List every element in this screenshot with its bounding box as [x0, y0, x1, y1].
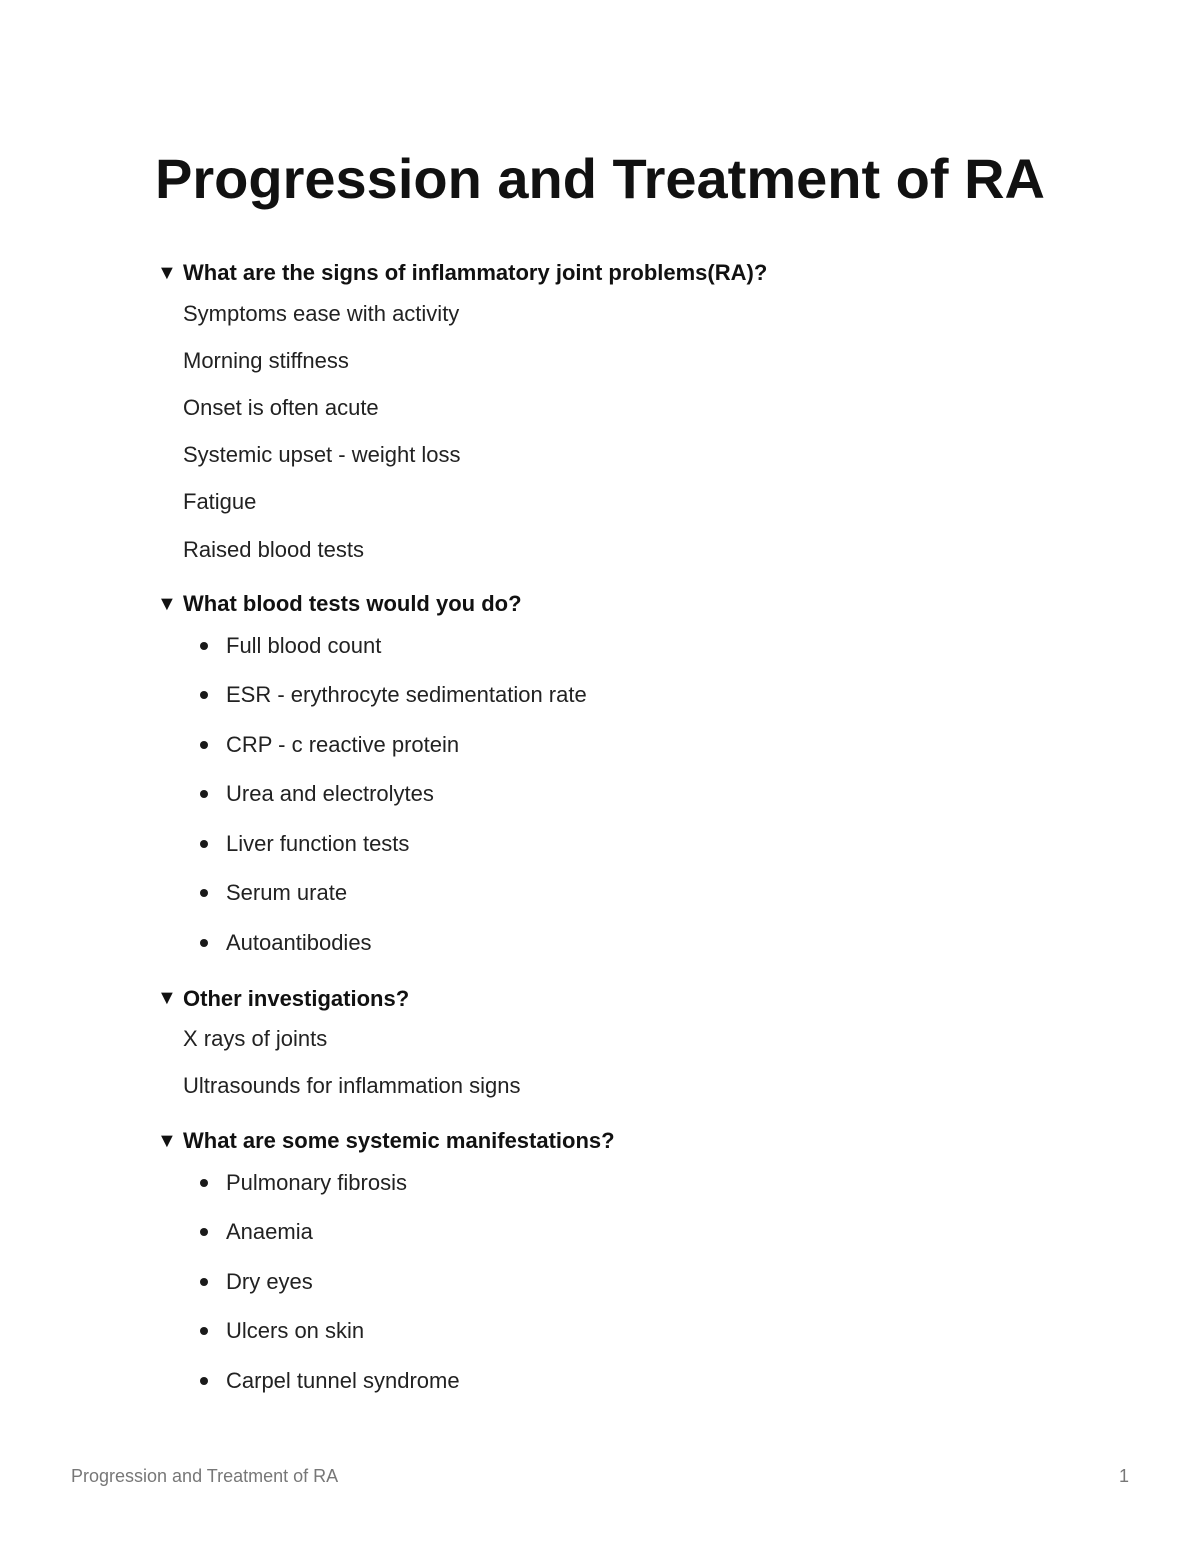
bullet-item [157, 869, 1137, 919]
bullet-text: Carpel tunnel syndrome [226, 1367, 460, 1393]
list-item: X rays of joints [183, 1026, 328, 1052]
triangle-down-icon[interactable]: ▼ [157, 261, 177, 284]
bullet-icon [200, 840, 208, 848]
list-item: Symptoms ease with activity [183, 300, 460, 326]
bullet-item [157, 720, 1137, 770]
bullet-item [157, 1208, 1137, 1258]
bullet-item [157, 1307, 1137, 1357]
toggle-section-blood-tests [157, 587, 1137, 968]
toggle-question: What are some systemic manifestations? [183, 1128, 615, 1153]
bullet-item [157, 770, 1137, 820]
bullet-item [157, 621, 1137, 671]
triangle-down-icon[interactable]: ▼ [157, 592, 177, 615]
page-title: Progression and Treatment of RA [155, 147, 1045, 210]
triangle-down-icon[interactable]: ▼ [157, 1129, 177, 1152]
triangle-down-icon[interactable]: ▼ [157, 987, 177, 1010]
bullet-text: Liver function tests [226, 830, 410, 856]
bullet-item [157, 1158, 1137, 1208]
toggle-question: What blood tests would you do? [183, 591, 522, 617]
bullet-icon [200, 1179, 208, 1187]
toggle-section-signs [157, 256, 1137, 573]
list-item: Fatigue [183, 489, 257, 515]
bullet-icon [200, 1327, 208, 1335]
bullet-item [157, 918, 1137, 968]
bullet-icon [200, 691, 208, 699]
toggle-header[interactable] [157, 1124, 1137, 1158]
bullet-text: Ulcers on skin [226, 1318, 365, 1344]
bullet-item [157, 1257, 1137, 1307]
toggle-question: Other investigations? [183, 985, 410, 1011]
bullet-text: Dry eyes [226, 1268, 313, 1294]
bulleted-list [157, 621, 1137, 968]
bullet-text: ESR - erythrocyte sedimentation rate [226, 682, 587, 708]
document-body [157, 256, 1137, 1406]
toggle-header[interactable] [157, 982, 1137, 1016]
footer-page-number: 1 [1118, 1466, 1129, 1486]
bullet-icon [200, 939, 208, 947]
bullet-text: Pulmonary fibrosis [226, 1169, 407, 1195]
list-item: Onset is often acute [183, 394, 379, 420]
bullet-item [157, 671, 1137, 721]
list-item: Systemic upset - weight loss [183, 442, 461, 468]
footer-title: Progression and Treatment of RA [71, 1466, 339, 1486]
toggle-section-other-investigations [157, 982, 1137, 1110]
bullet-text: Anaemia [226, 1219, 313, 1245]
toggle-question: What are the signs of inflammatory joint problems(RA)? [183, 260, 768, 285]
bullet-text: Urea and electrolytes [226, 781, 434, 807]
answer-list [157, 1016, 1137, 1110]
bullet-icon [200, 741, 208, 749]
bulleted-list [157, 1158, 1137, 1406]
answer-list [157, 290, 1137, 573]
list-item: Raised blood tests [183, 536, 364, 562]
toggle-header[interactable] [157, 256, 1137, 290]
bullet-text: Serum urate [226, 880, 348, 906]
bullet-icon [200, 790, 208, 798]
bullet-icon [200, 1278, 208, 1286]
bullet-text: Autoantibodies [226, 929, 372, 955]
bullet-text: CRP - c reactive protein [226, 731, 460, 757]
toggle-section-systemic-manifestations [157, 1124, 1137, 1406]
toggle-header[interactable] [157, 587, 1137, 621]
list-item: Morning stiffness [183, 347, 349, 373]
bullet-text: Full blood count [226, 632, 382, 658]
bullet-icon [200, 642, 208, 650]
bullet-icon [200, 1377, 208, 1385]
list-item: Ultrasounds for inflammation signs [183, 1073, 521, 1099]
bullet-icon [200, 889, 208, 897]
bullet-icon [200, 1228, 208, 1236]
bullet-item [157, 819, 1137, 869]
bullet-item [157, 1356, 1137, 1406]
